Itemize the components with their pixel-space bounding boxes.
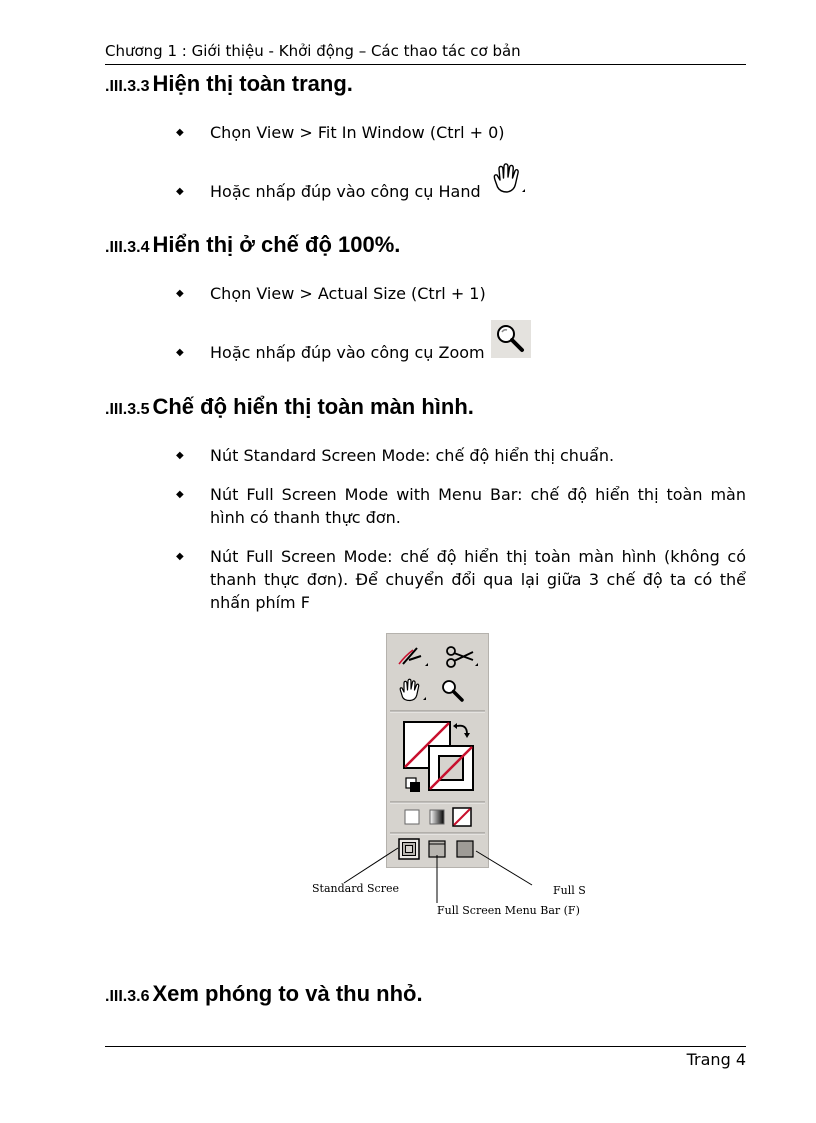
running-header: Chương 1 : Giới thiệu - Khởi động – Các thao tác cơ bản: [105, 42, 746, 65]
diamond-bullet-icon: ◆: [176, 450, 184, 461]
section-number: .III.3.5: [105, 401, 150, 418]
diamond-bullet-icon: ◆: [176, 288, 184, 299]
footer-rule: [105, 1046, 746, 1047]
diamond-bullet-icon: ◆: [176, 489, 184, 500]
section-title: Hiện thị toàn trang.: [152, 71, 353, 96]
page-number: Trang 4: [686, 1050, 746, 1069]
section-title: Hiển thị ở chế độ 100%.: [152, 232, 401, 257]
section-number: .III.3.4: [105, 239, 150, 256]
section-number: .III.3.6: [105, 988, 150, 1005]
bullet-text: Nút Standard Screen Mode: chế độ hiển thị chuẩn.: [210, 446, 615, 465]
diamond-bullet-icon: ◆: [176, 347, 184, 358]
bullet-text: Hoặc nhấp đúp vào công cụ Zoom: [210, 343, 485, 362]
bullet-text: Chọn View > Actual Size (Ctrl + 1): [210, 284, 486, 303]
diamond-bullet-icon: ◆: [176, 551, 184, 562]
section-heading-3-6: [105, 980, 423, 1008]
diamond-bullet-icon: ◆: [176, 186, 184, 197]
callout-full-screen-menu-bar: Full Screen Menu Bar (F): [437, 904, 580, 917]
bullet-text: Hoặc nhấp đúp vào công cụ Hand: [210, 182, 481, 201]
callout-standard-screen: Standard Scree: [312, 882, 399, 895]
callout-full-screen: Full S: [553, 884, 586, 897]
section-number: .III.3.3: [105, 78, 150, 95]
bullet-text: Chọn View > Fit In Window (Ctrl + 0): [210, 123, 505, 142]
diamond-bullet-icon: ◆: [176, 127, 184, 138]
bullet-text: Nút Full Screen Mode with Menu Bar: chế độ hiển thị toàn màn hình có thanh thực đơn.: [210, 485, 746, 527]
section-title: Xem phóng to và thu nhỏ.: [152, 981, 423, 1006]
bullet-text: Nút Full Screen Mode: chế độ hiển thị toàn màn hình (không có thanh thực đơn). Để chuyển đổi qua lại giữa 3 chế độ ta có thể nhấn phím F: [210, 547, 746, 612]
section-title: Chế độ hiển thị toàn màn hình.: [152, 394, 474, 419]
